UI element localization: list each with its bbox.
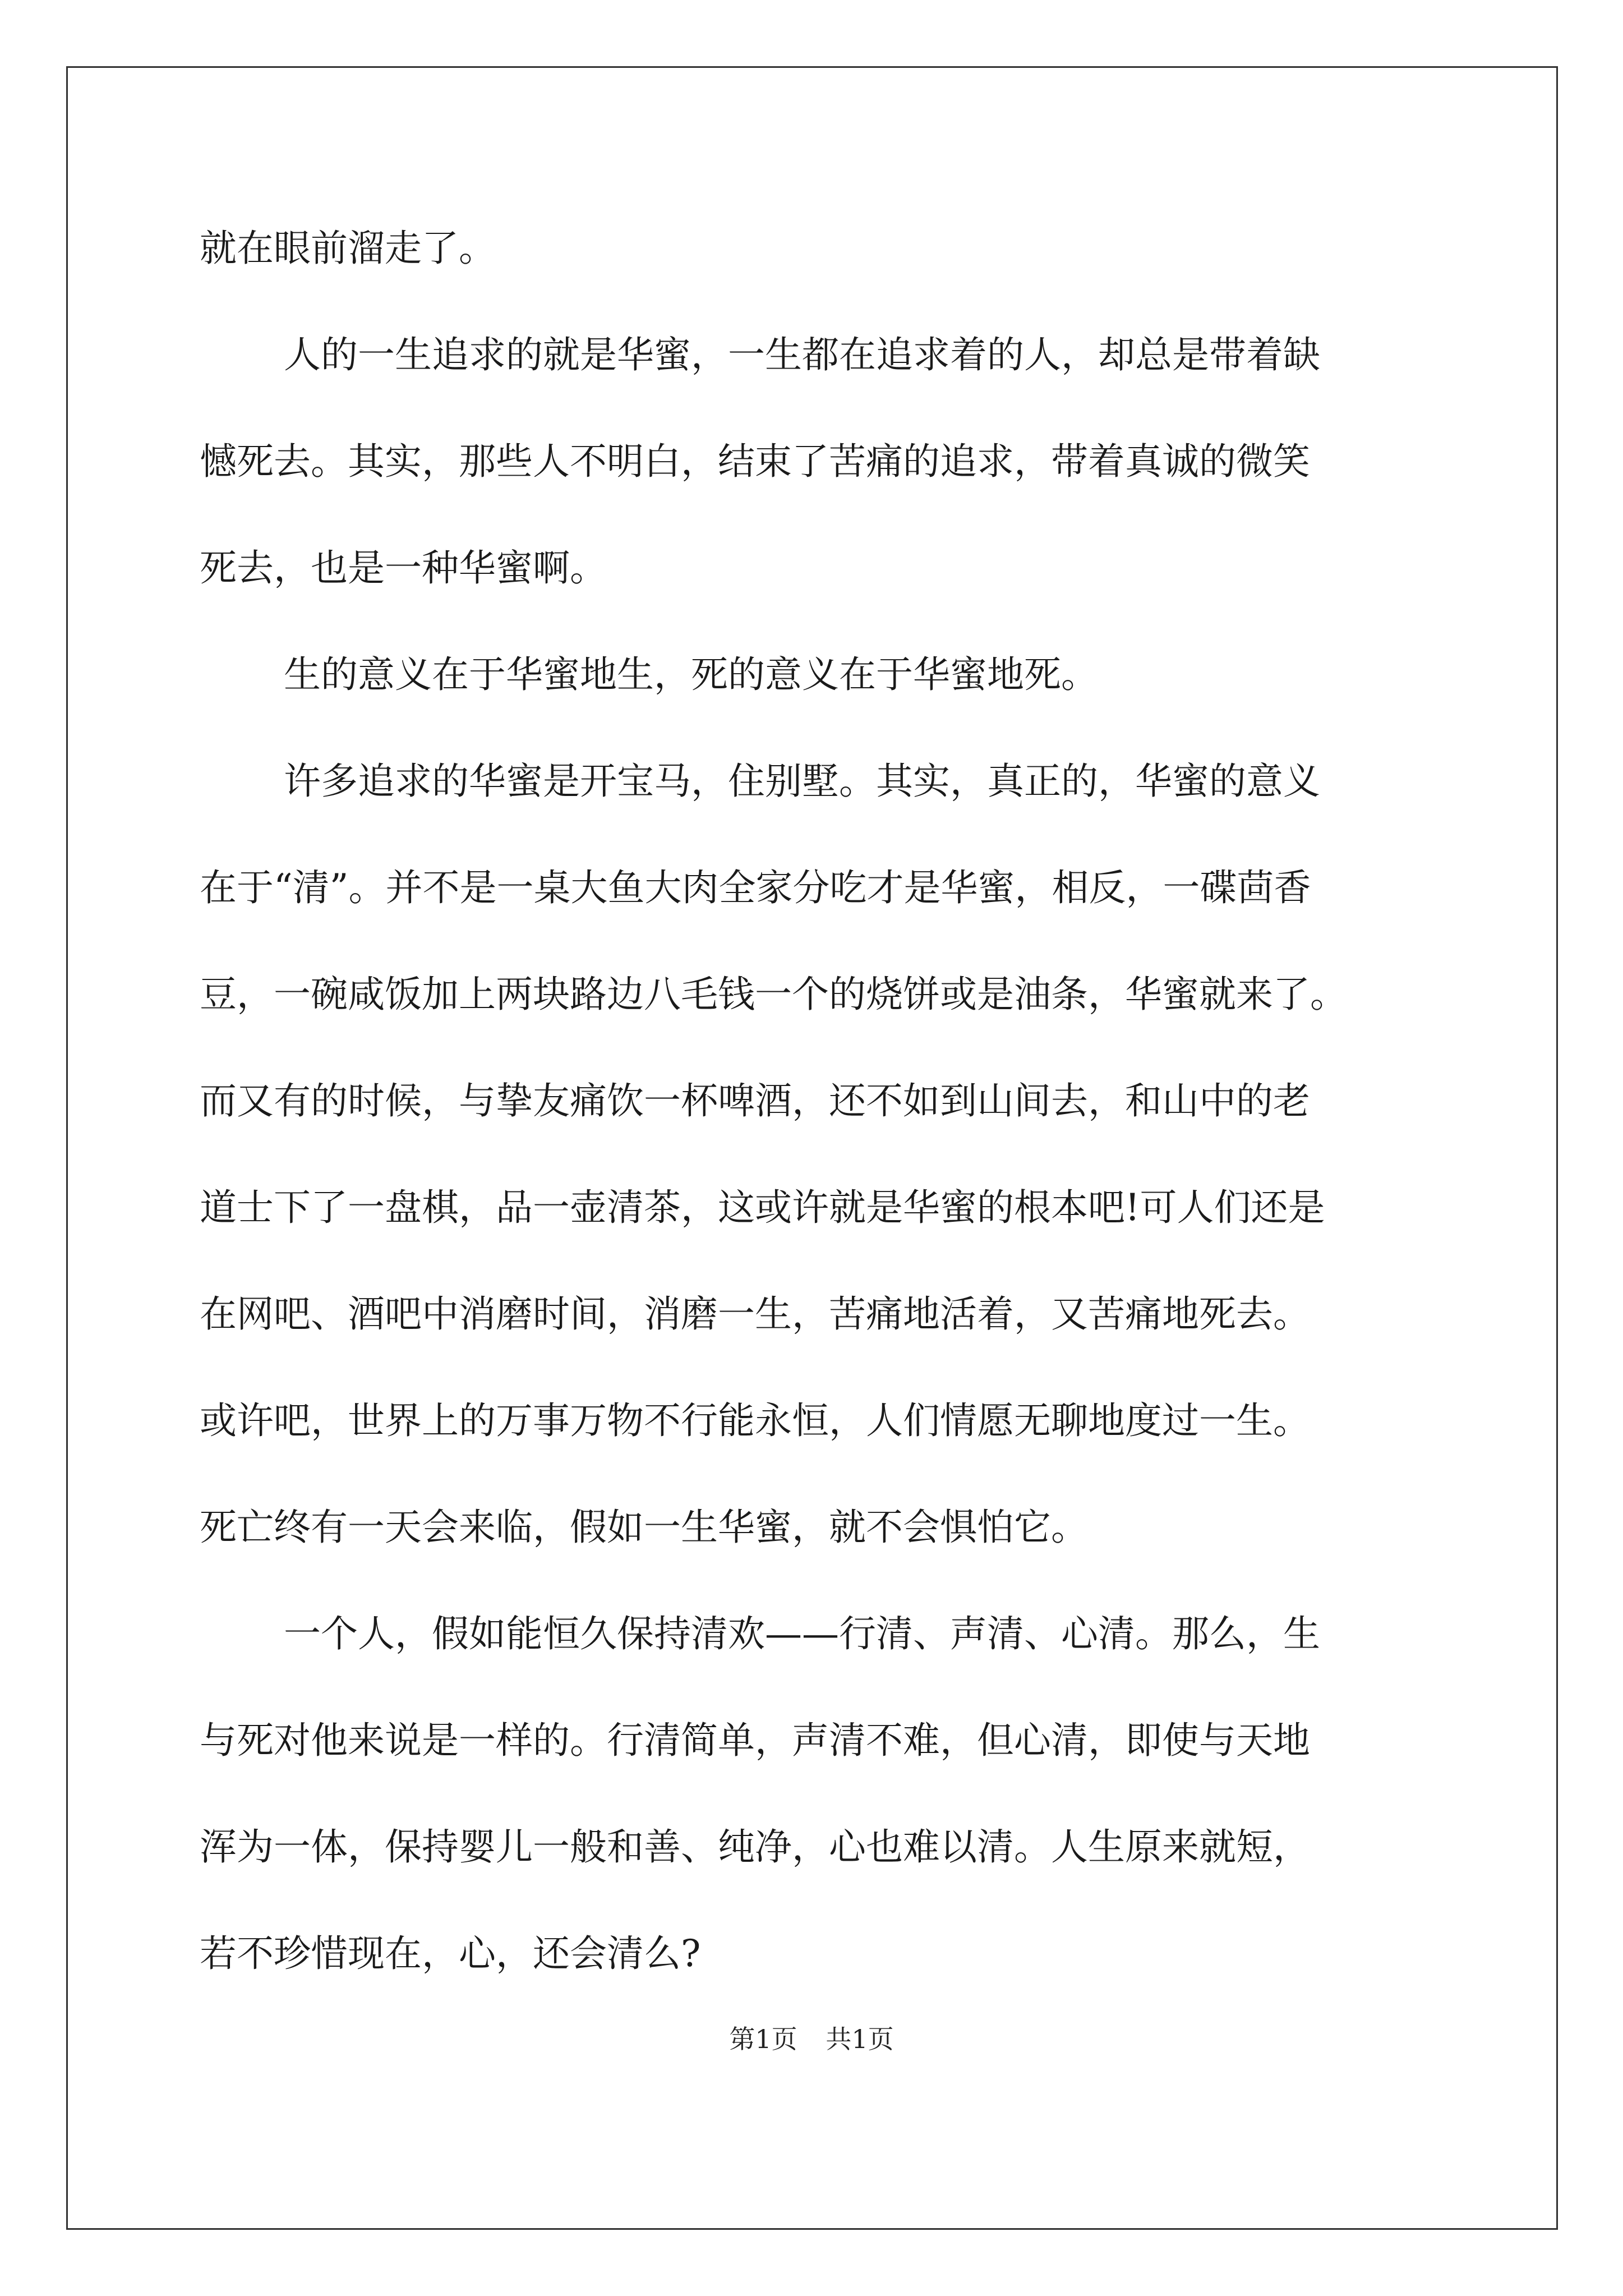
text-line: 或许吧，世界上的万事万物不行能永恒，人们情愿无聊地度过一生。: [200, 1399, 1310, 1442]
page-border: [66, 66, 1558, 2230]
text-line: 豆，一碗咸饭加上两块路边八毛钱一个的烧饼或是油条，华蜜就来了。: [200, 973, 1347, 1016]
text-line: 死亡终有一天会来临，假如一生华蜜，就不会惧怕它。: [200, 1506, 1088, 1549]
text-line: 而又有的时候，与挚友痛饮一杯啤酒，还不如到山间去，和山中的老: [200, 1079, 1310, 1122]
text-line: 与死对他来说是一样的。行清简单，声清不难，但心清，即使与天地: [200, 1719, 1310, 1762]
text-line: 道士下了一盘棋，品一壶清茶，这或许就是华蜜的根本吧!可人们还是: [200, 1186, 1325, 1229]
text-line: 死去，也是一种华蜜啊。: [200, 546, 607, 590]
text-line: 生的意义在于华蜜地生，死的意义在于华蜜地死。: [284, 653, 1098, 696]
text-line: 一个人，假如能恒久保持清欢——行清、声清、心清。那么，生: [284, 1612, 1320, 1655]
text-line: 在于“清”。并不是一桌大鱼大肉全家分吃才是华蜜，相反，一碟茴香: [200, 866, 1311, 909]
page-number-current: 第1页: [729, 2024, 797, 2054]
page-footer: [0, 2026, 1623, 2052]
page-number-total: 共1页: [826, 2024, 894, 2054]
text-line: 许多追求的华蜜是开宝马，住别墅。其实，真正的，华蜜的意义: [284, 760, 1320, 803]
text-line: 若不珍惜现在，心，还会清么?: [200, 1932, 701, 1975]
text-line: 人的一生追求的就是华蜜，一生都在追求着的人，却总是带着缺: [284, 333, 1320, 376]
text-line: 浑为一体，保持婴儿一般和善、纯净，心也难以清。人生原来就短，: [200, 1825, 1310, 1869]
text-line: 就在眼前溜走了。: [200, 227, 496, 270]
text-line: 在网吧、酒吧中消磨时间，消磨一生，苦痛地活着，又苦痛地死去。: [200, 1292, 1310, 1336]
text-line: 憾死去。其实，那些人不明白，结束了苦痛的追求，带着真诚的微笑: [200, 440, 1310, 483]
